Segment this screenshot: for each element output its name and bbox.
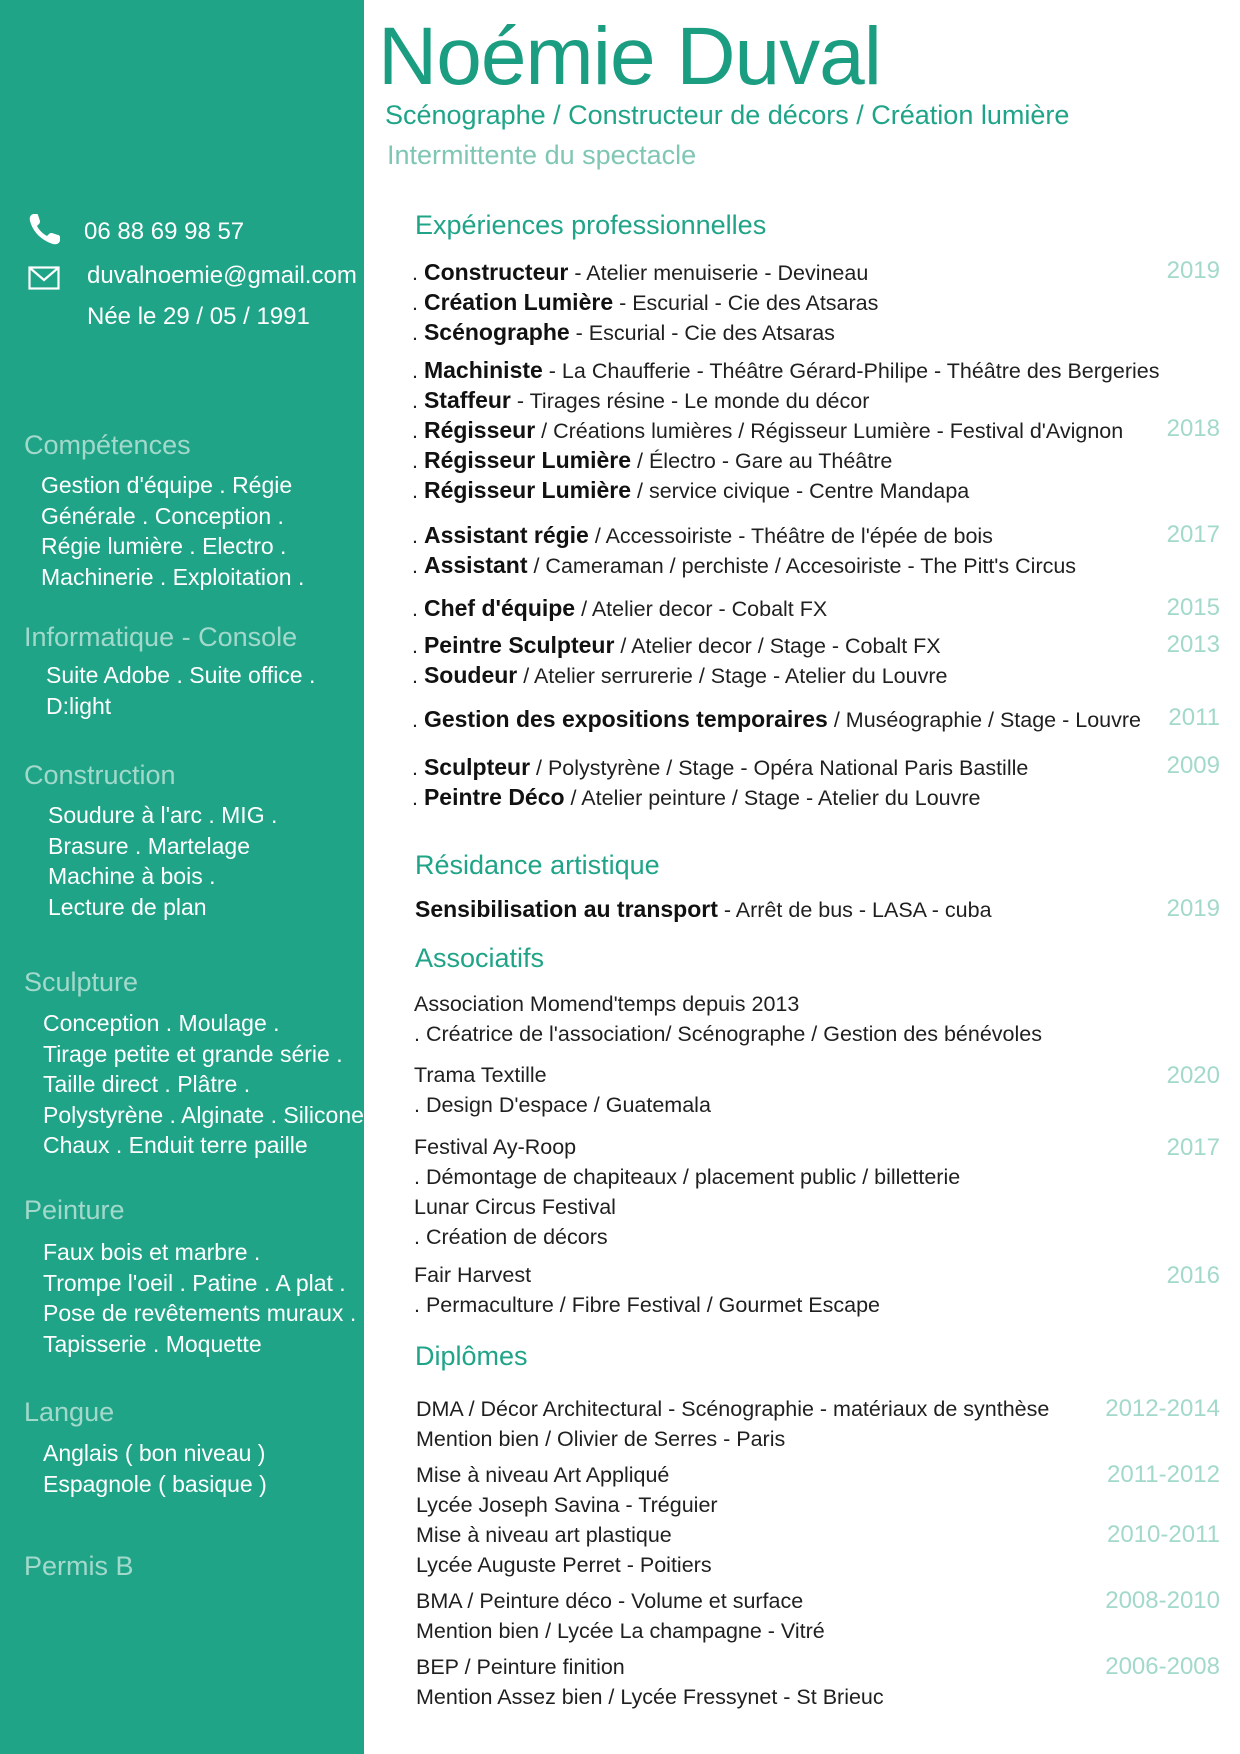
associatifs-title: Associatifs — [415, 943, 545, 973]
diplome-line: BEP / Peinture finition — [416, 1655, 625, 1679]
phone-number[interactable]: 06 88 69 98 57 — [84, 218, 245, 245]
informatique-list — [46, 660, 315, 721]
diplome-year: 2012-2014 — [1105, 1395, 1220, 1422]
associatif-year: 2016 — [1166, 1262, 1220, 1289]
informatique-item: Suite Adobe . Suite office . — [46, 662, 316, 688]
diplome-line: Mention bien / Lycée La champagne - Vitré — [416, 1619, 825, 1643]
experience-year: 2015 — [1166, 594, 1220, 621]
phone-icon — [27, 212, 63, 246]
residance-year: 2019 — [1166, 895, 1220, 922]
diplome-year: 2011-2012 — [1107, 1461, 1220, 1488]
competences-item: Générale . Conception . — [41, 502, 284, 529]
competences-item: Régie lumière . Electro . — [41, 533, 287, 559]
associatif-year: 2020 — [1166, 1062, 1220, 1089]
diplome-line: Mise à niveau art plastique — [416, 1523, 672, 1547]
construction-item: Lecture de plan — [48, 893, 207, 920]
associatif-line: . Design D'espace / Guatemala — [414, 1093, 711, 1117]
experience-line: . Régisseur / Créations lumières / Régisseur Lumière - Festival d'Avignon — [412, 417, 1124, 443]
diplome-line: Lycée Joseph Savina - Tréguier — [416, 1493, 718, 1517]
associatif-line: Festival Ay-Roop — [414, 1135, 577, 1159]
experience-line: . Staffeur - Tirages résine - Le monde du décor — [412, 387, 870, 413]
experience-year: 2011 — [1168, 704, 1220, 731]
sculpture-item: Tirage petite et grande série . — [43, 1040, 343, 1067]
diplome-year: 2010-2011 — [1107, 1521, 1220, 1548]
experience-year: 2019 — [1166, 257, 1220, 284]
experience-year: 2018 — [1166, 415, 1220, 442]
diplome-year: 2006-2008 — [1105, 1653, 1220, 1680]
status-line: Intermittente du spectacle — [387, 140, 697, 170]
sculpture-title: Sculpture — [24, 967, 139, 997]
diplome-line: Lycée Auguste Perret - Poitiers — [416, 1553, 712, 1577]
associatif-line: Lunar Circus Festival — [414, 1195, 616, 1219]
experience-line: . Assistant régie / Accessoiriste - Théâtre de l'épée de bois — [412, 522, 993, 548]
experience-line: . Peintre Sculpteur / Atelier decor / Stage - Cobalt FX — [412, 632, 941, 658]
construction-title: Construction — [24, 760, 176, 790]
diplome-line: BMA / Peinture déco - Volume et surface — [416, 1589, 804, 1613]
peinture-item: Pose de revêtements muraux . — [43, 1300, 357, 1326]
associatif-year: 2017 — [1166, 1134, 1220, 1161]
sculpture-item: Polystyrène . Alginate . Silicone . — [43, 1101, 377, 1128]
experience-line: . Assistant / Cameraman / perchiste / Accesoiriste - The Pitt's Circus — [412, 552, 1077, 578]
competences-item: Machinerie . Exploitation . — [41, 563, 305, 590]
residance-title: Résidance artistique — [415, 850, 660, 880]
diplome-line: Mise à niveau Art Appliqué — [416, 1463, 670, 1487]
email-address[interactable]: duvalnoemie@gmail.com — [87, 262, 357, 289]
associatif-line: Association Momend'temps depuis 2013 — [414, 992, 800, 1016]
residance-line: Sensibilisation au transport - Arrêt de bus - LASA - cuba — [415, 896, 992, 922]
peinture-item: Tapisserie . Moquette — [43, 1330, 262, 1357]
associatif-line: . Créatrice de l'association/ Scénographe / Gestion des bénévoles — [414, 1022, 1042, 1046]
associatif-line: . Création de décors — [414, 1225, 608, 1249]
langue-title: Langue — [24, 1397, 115, 1427]
construction-list — [48, 800, 277, 922]
diplome-line: Mention bien / Olivier de Serres - Paris — [416, 1427, 786, 1451]
sculpture-item: Taille direct . Plâtre . — [43, 1071, 251, 1097]
informatique-item: D:light — [46, 692, 112, 719]
sculpture-list — [43, 1008, 377, 1161]
associatif-line: . Permaculture / Fibre Festival / Gourmet Escape — [414, 1293, 880, 1317]
experience-line: . Scénographe - Escurial - Cie des Atsaras — [412, 319, 835, 345]
competences-item: Gestion d'équipe . Régie — [41, 472, 293, 498]
diplome-line: Mention Assez bien / Lycée Fressynet - St Brieuc — [416, 1685, 884, 1709]
experience-line: . Peintre Déco / Atelier peinture / Stage - Atelier du Louvre — [412, 784, 981, 810]
construction-item: Machine à bois . — [48, 863, 216, 889]
person-name: Noémie Duval — [378, 11, 881, 102]
experience-line: . Chef d'équipe / Atelier decor - Cobalt FX — [412, 595, 828, 621]
permis-title: Permis B — [24, 1551, 134, 1581]
experience-line: . Sculpteur / Polystyrène / Stage - Opéra National Paris Bastille — [412, 754, 1029, 780]
peinture-list — [43, 1237, 356, 1359]
competences-list — [41, 470, 304, 592]
envelope-icon — [28, 266, 60, 290]
experience-year: 2013 — [1166, 631, 1220, 658]
diplomes-title: Diplômes — [415, 1341, 528, 1371]
experience-line: . Régisseur Lumière / service civique - Centre Mandapa — [412, 477, 970, 503]
experience-line: . Soudeur / Atelier serrurerie / Stage - Atelier du Louvre — [412, 662, 948, 688]
construction-item: Soudure à l'arc . MIG . — [48, 802, 278, 828]
experiences-title: Expériences professionnelles — [415, 210, 767, 240]
diplome-line: DMA / Décor Architectural - Scénographie - matériaux de synthèse — [416, 1397, 1050, 1421]
experience-line: . Machiniste - La Chaufferie - Théâtre Gérard-Philipe - Théâtre des Bergeries — [412, 357, 1160, 383]
informatique-title: Informatique - Console — [24, 622, 298, 652]
experience-line: . Gestion des expositions temporaires / Muséographie / Stage - Louvre — [412, 706, 1141, 732]
experience-year: 2009 — [1166, 752, 1220, 779]
competences-title: Compétences — [24, 430, 191, 460]
associatif-line: Trama Textille — [414, 1063, 547, 1087]
job-titles: Scénographe / Constructeur de décors / Création lumière — [385, 100, 1070, 130]
peinture-title: Peinture — [24, 1195, 125, 1225]
experience-line: . Création Lumière - Escurial - Cie des Atsaras — [412, 289, 879, 315]
diplome-year: 2008-2010 — [1105, 1587, 1220, 1614]
birth-date: Née le 29 / 05 / 1991 — [87, 303, 310, 330]
langue-list — [43, 1438, 267, 1499]
experience-line: . Régisseur Lumière / Électro - Gare au Théâtre — [412, 447, 893, 473]
langue-item: Anglais ( bon niveau ) — [43, 1440, 266, 1466]
peinture-item: Trompe l'oeil . Patine . A plat . — [43, 1269, 346, 1296]
sculpture-item: Conception . Moulage . — [43, 1010, 280, 1036]
experience-year: 2017 — [1166, 521, 1220, 548]
associatif-line: . Démontage de chapiteaux / placement public / billetterie — [414, 1165, 961, 1189]
peinture-item: Faux bois et marbre . — [43, 1239, 261, 1265]
experience-line: . Constructeur - Atelier menuiserie - Devineau — [412, 259, 869, 285]
langue-item: Espagnole ( basique ) — [43, 1470, 267, 1497]
associatif-line: Fair Harvest — [414, 1263, 532, 1287]
construction-item: Brasure . Martelage — [48, 832, 250, 859]
sculpture-item: Chaux . Enduit terre paille — [43, 1132, 308, 1158]
